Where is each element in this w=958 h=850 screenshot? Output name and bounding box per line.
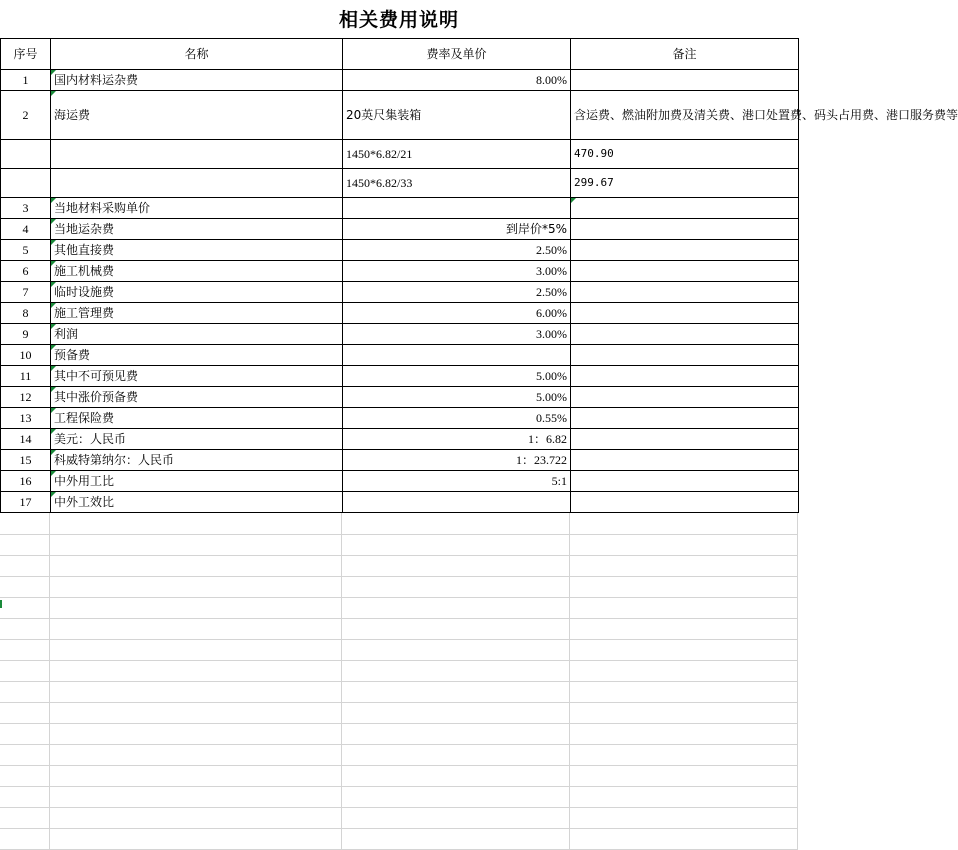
gridline <box>797 534 798 555</box>
empty-row[interactable] <box>0 660 798 682</box>
row-rate[interactable]: 5:1 <box>343 471 571 492</box>
gridline <box>569 534 570 555</box>
gridline <box>49 702 50 723</box>
row-index[interactable] <box>1 169 51 198</box>
empty-row[interactable] <box>0 555 798 577</box>
row-name[interactable]: 利润 <box>51 324 343 345</box>
row-rate[interactable]: 2.50% <box>343 282 571 303</box>
gridline <box>49 828 50 849</box>
row-rate[interactable]: 6.00% <box>343 303 571 324</box>
table-row <box>1 303 799 324</box>
row-remark[interactable] <box>571 345 799 366</box>
row-remark[interactable]: 含运费、燃油附加费及清关费、港口处置费、码头占用费、港口服务费等 <box>571 91 799 140</box>
empty-row[interactable] <box>0 786 798 808</box>
gridline <box>569 513 570 534</box>
gridline <box>341 534 342 555</box>
empty-row[interactable] <box>0 618 798 640</box>
gridline <box>797 576 798 597</box>
table-row <box>1 366 799 387</box>
row-rate[interactable]: 1：6.82 <box>343 429 571 450</box>
gridline <box>569 723 570 744</box>
row-rate[interactable]: 5.00% <box>343 387 571 408</box>
gridline <box>569 681 570 702</box>
table-row <box>1 70 799 91</box>
row-name[interactable]: 当地材料采购单价 <box>51 198 343 219</box>
row-name[interactable]: 当地运杂费 <box>51 219 343 240</box>
empty-row[interactable] <box>0 534 798 556</box>
table-row <box>1 450 799 471</box>
table-row <box>1 429 799 450</box>
row-rate[interactable]: 8.00% <box>343 70 571 91</box>
gridline <box>797 681 798 702</box>
gridline <box>569 660 570 681</box>
row-name[interactable]: 美元：人民币 <box>51 429 343 450</box>
gridline <box>797 807 798 828</box>
row-index[interactable]: 15 <box>1 450 51 471</box>
row-name[interactable]: 临时设施费 <box>51 282 343 303</box>
gridline <box>49 765 50 786</box>
table-row <box>1 282 799 303</box>
gridline <box>341 597 342 618</box>
row-remark[interactable] <box>571 366 799 387</box>
row-remark[interactable]: 470.90 <box>571 140 799 169</box>
row-remark[interactable] <box>571 198 799 219</box>
row-name[interactable]: 其他直接费 <box>51 240 343 261</box>
table-row <box>1 198 799 219</box>
row-remark[interactable] <box>571 261 799 282</box>
table-row <box>1 219 799 240</box>
gridline <box>797 765 798 786</box>
gridline <box>569 786 570 807</box>
row-remark[interactable] <box>571 429 799 450</box>
gridline <box>797 786 798 807</box>
gridline <box>341 639 342 660</box>
gridline <box>797 702 798 723</box>
row-name[interactable]: 科威特第纳尔：人民币 <box>51 450 343 471</box>
empty-row[interactable] <box>0 513 798 535</box>
table-row <box>1 492 799 513</box>
row-index[interactable]: 16 <box>1 471 51 492</box>
gridline <box>797 660 798 681</box>
gridline <box>49 807 50 828</box>
gridline <box>569 618 570 639</box>
table-row <box>1 91 799 140</box>
row-rate[interactable]: 2.50% <box>343 240 571 261</box>
row-name[interactable]: 施工机械费 <box>51 261 343 282</box>
gridline <box>797 513 798 534</box>
row-index[interactable]: 4 <box>1 219 51 240</box>
table-row <box>1 387 799 408</box>
gridline <box>797 639 798 660</box>
gridline <box>341 576 342 597</box>
gridline <box>49 639 50 660</box>
col-header-name[interactable]: 名称 <box>51 39 343 70</box>
gridline <box>341 681 342 702</box>
row-rate[interactable]: 5.00% <box>343 366 571 387</box>
gridline <box>797 828 798 849</box>
row-index[interactable]: 11 <box>1 366 51 387</box>
row-rate[interactable]: 3.00% <box>343 324 571 345</box>
gridline <box>569 555 570 576</box>
gridline <box>341 807 342 828</box>
row-rate[interactable]: 1：23.722 <box>343 450 571 471</box>
row-remark[interactable] <box>571 408 799 429</box>
row-index[interactable]: 6 <box>1 261 51 282</box>
gridline <box>569 828 570 849</box>
gridline <box>341 723 342 744</box>
gridline <box>569 765 570 786</box>
row-index[interactable]: 9 <box>1 324 51 345</box>
gridline <box>341 555 342 576</box>
row-remark[interactable] <box>571 240 799 261</box>
empty-row[interactable] <box>0 576 798 598</box>
row-index[interactable]: 8 <box>1 303 51 324</box>
row-rate[interactable] <box>343 198 571 219</box>
col-header-index[interactable]: 序号 <box>1 39 51 70</box>
gridline <box>341 828 342 849</box>
gridline <box>569 597 570 618</box>
row-remark[interactable] <box>571 303 799 324</box>
table-row <box>1 169 799 198</box>
gridline <box>341 786 342 807</box>
gridline <box>797 723 798 744</box>
row-name[interactable] <box>51 169 343 198</box>
gridline <box>49 555 50 576</box>
row-rate[interactable]: 到岸价*5% <box>343 219 571 240</box>
empty-row[interactable] <box>0 723 798 745</box>
row-rate[interactable] <box>343 345 571 366</box>
row-name[interactable]: 预备费 <box>51 345 343 366</box>
gridline <box>341 765 342 786</box>
row-rate[interactable]: 1450*6.82/33 <box>343 169 571 198</box>
row-index[interactable]: 5 <box>1 240 51 261</box>
gridline <box>797 555 798 576</box>
header-row <box>1 39 799 70</box>
row-index[interactable]: 2 <box>1 91 51 140</box>
gridline <box>49 618 50 639</box>
gridline <box>49 513 50 534</box>
gridline <box>49 786 50 807</box>
row-rate[interactable]: 20英尺集装箱 <box>343 91 571 140</box>
col-header-remark[interactable]: 备注 <box>571 39 799 70</box>
row-name[interactable]: 海运费 <box>51 91 343 140</box>
row-name[interactable]: 其中不可预见费 <box>51 366 343 387</box>
row-remark[interactable] <box>571 471 799 492</box>
row-remark[interactable]: 299.67 <box>571 169 799 198</box>
row-remark[interactable] <box>571 324 799 345</box>
row-name[interactable]: 国内材料运杂费 <box>51 70 343 91</box>
gridline <box>49 534 50 555</box>
row-index[interactable]: 3 <box>1 198 51 219</box>
gridline <box>797 618 798 639</box>
gridline <box>797 744 798 765</box>
row-marker <box>0 600 2 608</box>
empty-row[interactable] <box>0 702 798 724</box>
row-remark[interactable] <box>571 70 799 91</box>
gridline <box>49 723 50 744</box>
row-index[interactable]: 10 <box>1 345 51 366</box>
empty-grid-area <box>0 513 798 832</box>
row-remark[interactable] <box>571 450 799 471</box>
row-rate[interactable] <box>343 492 571 513</box>
row-remark[interactable] <box>571 387 799 408</box>
row-remark[interactable] <box>571 219 799 240</box>
sheet-title: 相关费用说明 <box>338 9 459 31</box>
gridline <box>49 576 50 597</box>
row-rate[interactable]: 1450*6.82/21 <box>343 140 571 169</box>
table-row <box>1 408 799 429</box>
row-index[interactable]: 12 <box>1 387 51 408</box>
gridline <box>341 744 342 765</box>
empty-row[interactable] <box>0 744 798 766</box>
gridline <box>49 681 50 702</box>
row-index[interactable]: 1 <box>1 70 51 91</box>
row-remark[interactable] <box>571 492 799 513</box>
row-name[interactable]: 中外用工比 <box>51 471 343 492</box>
gridline <box>569 639 570 660</box>
table-row <box>1 471 799 492</box>
row-remark[interactable] <box>571 282 799 303</box>
gridline <box>49 660 50 681</box>
row-rate[interactable]: 0.55% <box>343 408 571 429</box>
row-index[interactable]: 17 <box>1 492 51 513</box>
gridline <box>569 702 570 723</box>
row-rate[interactable]: 3.00% <box>343 261 571 282</box>
empty-row[interactable] <box>0 639 798 661</box>
row-name[interactable] <box>51 140 343 169</box>
gridline <box>569 807 570 828</box>
gridline <box>569 576 570 597</box>
row-name[interactable]: 工程保险费 <box>51 408 343 429</box>
table-row <box>1 140 799 169</box>
empty-row[interactable] <box>0 828 798 850</box>
cost-table <box>0 38 958 513</box>
row-index[interactable]: 13 <box>1 408 51 429</box>
gridline <box>797 597 798 618</box>
table-row <box>1 324 799 345</box>
col-header-rate[interactable]: 费率及单价 <box>343 39 571 70</box>
row-index[interactable]: 14 <box>1 429 51 450</box>
gridline <box>341 618 342 639</box>
empty-row[interactable] <box>0 681 798 703</box>
row-name[interactable]: 施工管理费 <box>51 303 343 324</box>
gridline <box>49 597 50 618</box>
table-row <box>1 345 799 366</box>
row-index[interactable]: 7 <box>1 282 51 303</box>
empty-row[interactable] <box>0 597 798 619</box>
gridline <box>341 660 342 681</box>
row-name[interactable]: 中外工效比 <box>51 492 343 513</box>
table-row <box>1 261 799 282</box>
row-name[interactable]: 其中涨价预备费 <box>51 387 343 408</box>
empty-row[interactable] <box>0 765 798 787</box>
table-row <box>1 240 799 261</box>
row-index[interactable] <box>1 140 51 169</box>
gridline <box>49 744 50 765</box>
gridline <box>569 744 570 765</box>
empty-row[interactable] <box>0 807 798 829</box>
gridline <box>341 702 342 723</box>
gridline <box>341 513 342 534</box>
